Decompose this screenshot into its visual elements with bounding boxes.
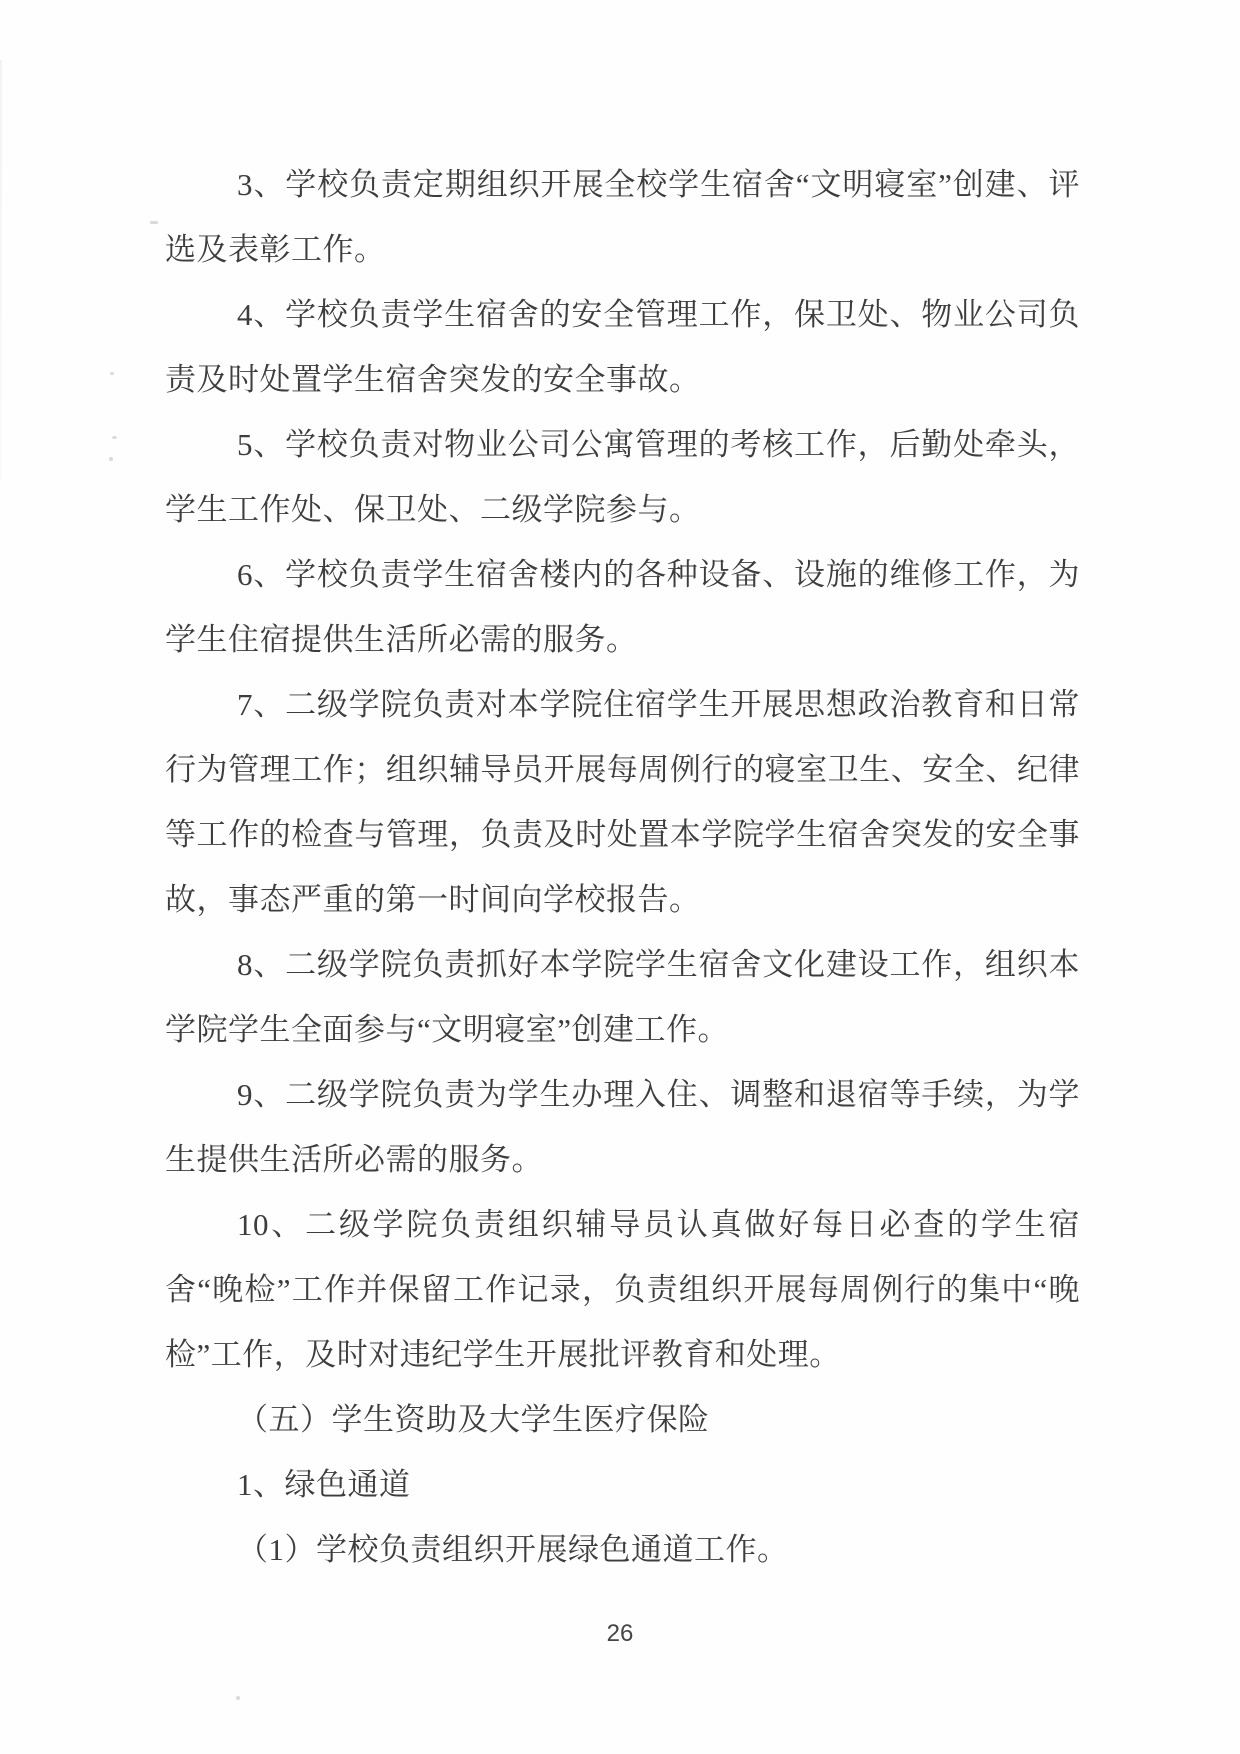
scan-artifact — [150, 221, 158, 224]
paragraph-item-4: 4、学校负责学生宿舍的安全管理工作，保卫处、物业公司负责及时处置学生宿舍突发的安全事故。 — [165, 297, 1080, 397]
paragraph-item-7: 7、二级学院负责对本学院住宿学生开展思想政治教育和日常行为管理工作；组织辅导员开展每周例行的寝室卫生、安全、纪律等工作的检查与管理，负责及时处置本学院学生宿舍突发的安全事故，事态严重的第一时间向学校报告。 — [165, 687, 1080, 917]
scan-artifact — [236, 1696, 240, 1700]
paragraph-item-5: 5、学校负责对物业公司公寓管理的考核工作，后勤处牵头，学生工作处、保卫处、二级学院参与。 — [165, 427, 1080, 527]
document-body — [165, 152, 1080, 1582]
paragraph-item-3: 3、学校负责定期组织开展全校学生宿舍“文明寝室”创建、评选及表彰工作。 — [165, 167, 1080, 267]
scan-artifact — [112, 436, 117, 439]
page-number: 26 — [606, 1620, 634, 1647]
section-heading-5: （五）学生资助及大学生医疗保险 — [237, 1402, 710, 1437]
scan-artifact — [109, 457, 113, 461]
scan-artifact — [110, 372, 114, 375]
paragraph-item-9: 9、二级学院负责为学生办理入住、调整和退宿等手续，为学生提供生活所必需的服务。 — [165, 1077, 1080, 1177]
paragraph-item-10: 10、二级学院负责组织辅导员认真做好每日必查的学生宿舍“晚检”工作并保留工作记录，负责组织开展每周例行的集中“晚检”工作，及时对违纪学生开展批评教育和处理。 — [165, 1207, 1080, 1372]
paragraph-item-8: 8、二级学院负责抓好本学院学生宿舍文化建设工作，组织本学院学生全面参与“文明寝室”创建工作。 — [165, 947, 1080, 1047]
paragraph-green-channel-1: （1）学校负责组织开展绿色通道工作。 — [237, 1532, 789, 1567]
scan-edge-shadow — [0, 60, 2, 480]
paragraph-item-6: 6、学校负责学生宿舍楼内的各种设备、设施的维修工作，为学生住宿提供生活所必需的服务。 — [165, 557, 1080, 657]
subsection-heading-green-channel: 1、绿色通道 — [237, 1467, 411, 1502]
